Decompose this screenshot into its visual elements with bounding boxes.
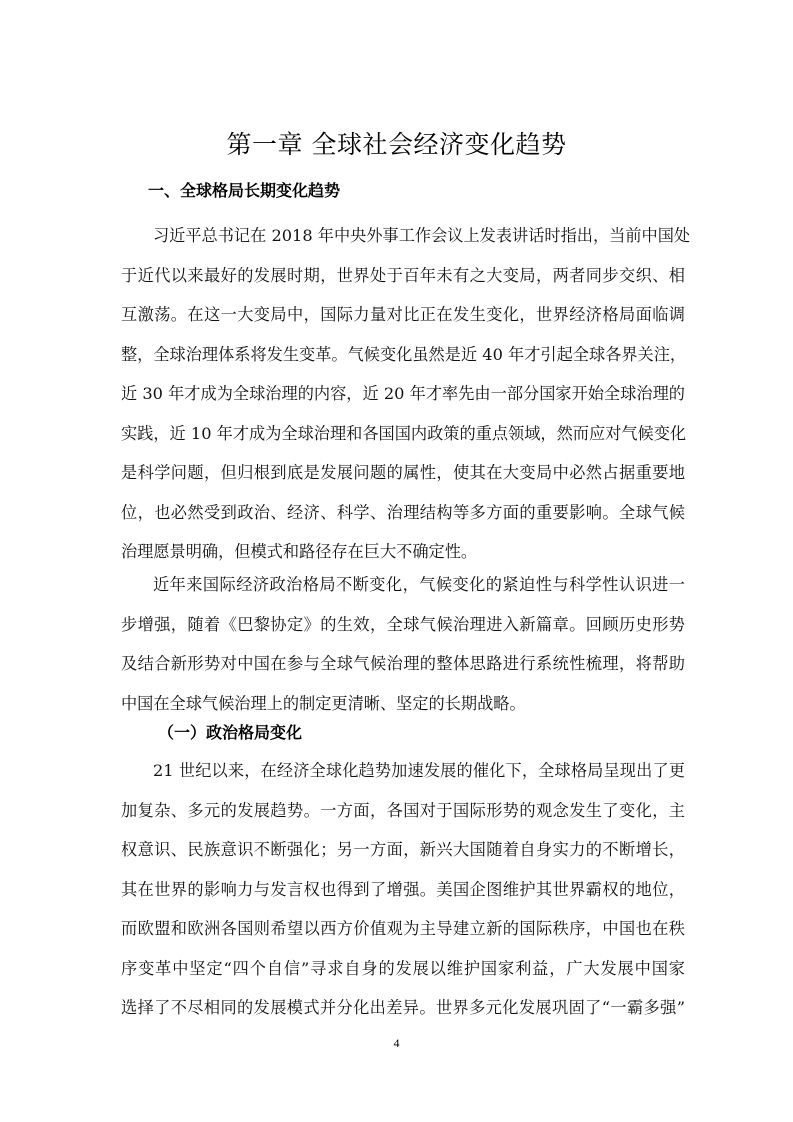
paragraph-3-line: 权意识、民族意识不断强化；另一方面，新兴大国随着自身实力的不断增长，: [121, 840, 685, 859]
paragraph-1-line: 治理愿景明确，但模式和路径存在巨大不确定性。: [121, 542, 478, 561]
paragraph-1-line: 整，全球治理体系将发生变革。气候变化虽然是近 40 年才引起全球各界关注，: [121, 344, 687, 364]
paragraph-3-line: 其在世界的影响力与发言权也得到了增强。美国企图维护其世界霸权的地位，: [121, 879, 685, 899]
paragraph-3-line: 选择了不尽相同的发展模式并分化出差异。世界多元化发展巩固了“一霸多强”: [121, 998, 685, 1017]
paragraph-3-line: 加复杂、多元的发展趋势。一方面，各国对于国际形势的观念发生了变化，主: [121, 800, 685, 820]
paragraph-1-line: 实践，近 10 年才成为全球治理和各国国内政策的重点领域，然而应对气候变化: [121, 423, 687, 443]
paragraph-2-line: 中国在全球气候治理上的制定更清晰、坚定的长期战略。: [121, 693, 526, 713]
page-number: 4: [393, 1036, 400, 1050]
paragraph-1-line: 近 30 年才成为全球治理的内容，近 20 年才率先由一部分国家开始全球治理的: [121, 384, 685, 403]
paragraph-2-line: 及结合新形势对中国在参与全球气候治理的整体思路进行系统性梳理，将帮助: [121, 654, 685, 673]
paragraph-1-line: 习近平总书记在 2018 年中央外事工作会议上发表讲话时指出，当前中国处: [153, 226, 691, 245]
paragraph-3: [121, 751, 685, 1028]
section-heading: 一、全球格局长期变化趋势: [148, 181, 341, 200]
paragraph-3-line: 序变革中坚定“四个自信”寻求自身的发展以维护国家利益，广大发展中国家: [121, 958, 685, 978]
paragraph-1-line: 于近代以来最好的发展时期，世界处于百年未有之大变局，两者同步交织、相: [121, 265, 685, 285]
sub-heading: （一）政治格局变化: [158, 723, 303, 742]
paragraph-1-line: 是科学问题，但归根到底是发展问题的属性，使其在大变局中必然占据重要地: [121, 463, 685, 482]
paragraph-2: [121, 565, 685, 723]
paragraph-3-line: 而欧盟和欧洲各国则希望以西方价值观为主导建立新的国际秩序，中国也在秩: [121, 919, 685, 938]
paragraph-2-line: 步增强，随着《巴黎协定》的生效，全球气候治理进入新篇章。回顾历史形势: [121, 614, 685, 634]
paragraph-3-line: 21 世纪以来，在经济全球化趋势加速发展的催化下，全球格局呈现出了更: [153, 761, 685, 780]
paragraph-1-line: 互激荡。在这一大变局中，国际力量对比正在发生变化，世界经济格局面临调: [121, 305, 685, 324]
paragraph-1-line: 位，也必然受到政治、经济、科学、治理结构等多方面的重要影响。全球气候: [121, 502, 685, 522]
paragraph-2-line: 近年来国际经济政治格局不断变化，气候变化的紧迫性与科学性认识进一: [153, 575, 685, 594]
paragraph-1: [121, 216, 691, 572]
chapter-title: 第一章 全球社会经济变化趋势: [226, 130, 567, 159]
